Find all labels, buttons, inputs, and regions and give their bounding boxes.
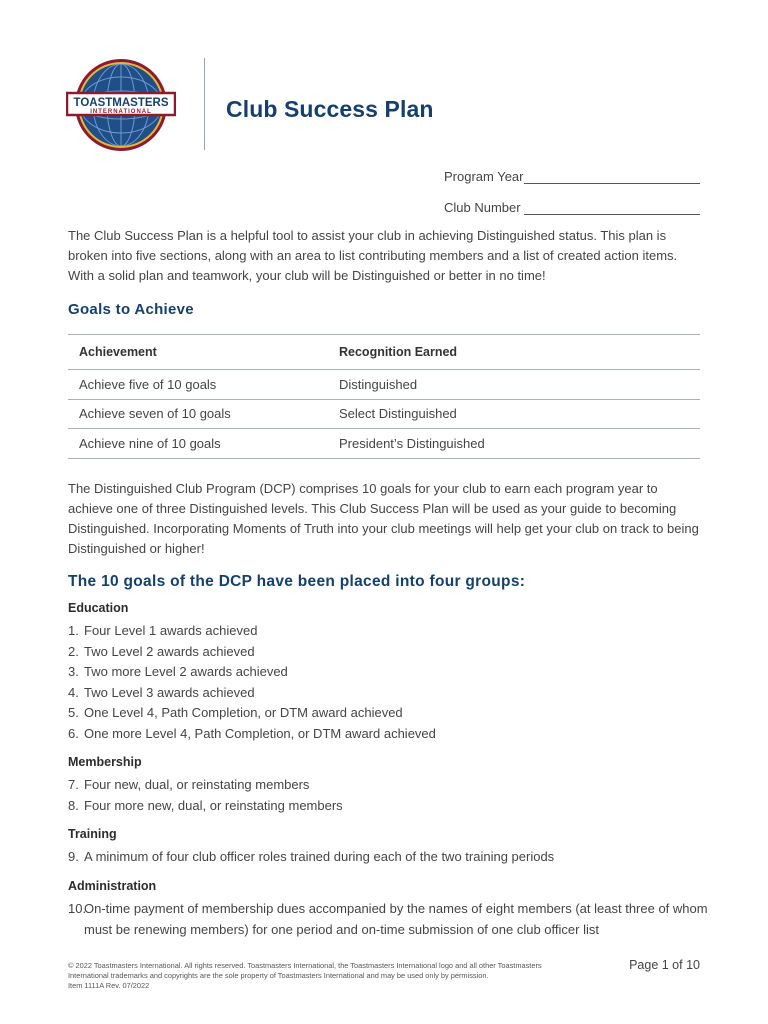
list-item xyxy=(68,662,708,683)
education-group xyxy=(68,601,708,745)
training-group xyxy=(68,827,708,868)
club-number-input-line[interactable] xyxy=(524,203,700,215)
table-row xyxy=(68,429,700,459)
list-item xyxy=(68,899,708,940)
goal-text: Four more new, dual, or reinstating members xyxy=(84,797,343,813)
intro-paragraph: The Club Success Plan is a helpful tool to assist your club in achieving Distinguished status. This plan is broken into five sections, along with an area to list contributing members and a list of created action items. With a solid plan and teamwork, your club will be Distinguished or better in no time! xyxy=(68,228,678,283)
goal-text: Two Level 3 awards achieved xyxy=(84,684,255,700)
column-header-recognition: Recognition Earned xyxy=(328,335,700,370)
goal-number: 6. xyxy=(68,725,79,741)
achievement-cell: Achieve five of 10 goals xyxy=(68,370,328,400)
program-year-field xyxy=(444,169,700,184)
group-title: Education xyxy=(68,601,129,615)
page-number: Page 1 of 10 xyxy=(629,958,700,972)
goal-text: Two Level 2 awards achieved xyxy=(84,643,255,659)
goal-list xyxy=(68,621,708,745)
club-number-field xyxy=(444,200,700,215)
list-item xyxy=(68,724,708,745)
toastmasters-logo xyxy=(66,57,176,153)
goal-number: 7. xyxy=(68,777,79,792)
goal-text: On-time payment of membership dues accompanied by the names of eight members (at least three of whom must be renewing members) for one period and on-time submission of one club officer list xyxy=(84,901,708,937)
goal-number: 2. xyxy=(68,643,79,659)
list-item xyxy=(68,703,708,724)
list-item xyxy=(68,847,708,868)
recognition-cell: Distinguished xyxy=(328,370,700,400)
group-title: Membership xyxy=(68,755,142,769)
item-revision: Item 1111A Rev. 07/2022 xyxy=(68,981,150,990)
list-item xyxy=(68,683,708,704)
copyright-footer xyxy=(68,961,588,991)
goal-number: 5. xyxy=(68,705,79,721)
trademark-line: International trademarks and copyrights are the sole property of Toastmasters International and may be used only by permission. xyxy=(68,971,489,980)
group-title: Administration xyxy=(68,879,157,893)
recognition-cell: Select Distinguished xyxy=(328,399,700,429)
program-year-input-line[interactable] xyxy=(524,172,700,184)
goals-table-header xyxy=(68,335,700,370)
goal-number: 4. xyxy=(68,684,79,700)
goal-list xyxy=(68,899,708,940)
goal-text: One more Level 4, Path Completion, or DTM award achieved xyxy=(84,725,436,741)
logo-text-main: TOASTMASTERS xyxy=(73,97,169,109)
list-item xyxy=(68,775,708,796)
header-divider xyxy=(204,58,205,150)
copyright-line: © 2022 Toastmasters International. All rights reserved. Toastmasters International, the Toastmasters International logo and all other Toastmasters xyxy=(68,961,542,970)
logo-text-sub: INTERNATIONAL xyxy=(90,109,152,115)
achievement-cell: Achieve nine of 10 goals xyxy=(68,429,328,459)
table-row xyxy=(68,399,700,429)
achievement-cell: Achieve seven of 10 goals xyxy=(68,399,328,429)
administration-group xyxy=(68,879,708,940)
group-title: Training xyxy=(68,827,117,841)
goal-text: Two more Level 2 awards achieved xyxy=(84,664,288,680)
groups-heading: The 10 goals of the DCP have been placed into four groups: xyxy=(68,573,526,590)
goal-number: 1. xyxy=(68,623,79,638)
goal-number: 3. xyxy=(68,664,79,680)
goal-text: One Level 4, Path Completion, or DTM award achieved xyxy=(84,705,403,721)
program-year-label: Program Year xyxy=(444,169,524,184)
goal-list xyxy=(68,775,708,816)
goal-text: Four Level 1 awards achieved xyxy=(84,623,258,638)
goal-text: Four new, dual, or reinstating members xyxy=(84,777,310,792)
table-row xyxy=(68,370,700,400)
list-item xyxy=(68,621,708,642)
list-item xyxy=(68,642,708,663)
list-item xyxy=(68,796,708,817)
goal-number: 10. xyxy=(68,901,87,916)
page-title: Club Success Plan xyxy=(226,96,434,122)
recognition-cell: President’s Distinguished xyxy=(328,429,700,459)
goal-text: A minimum of four club officer roles trained during each of the two training periods xyxy=(84,849,555,864)
club-number-label: Club Number xyxy=(444,200,521,215)
dcp-paragraph: The Distinguished Club Program (DCP) comprises 10 goals for your club to earn each program year to achieve one of three Distinguished levels. This Club Success Plan will be used as your guide to becoming Distinguished. Incorporating Moments of Truth into your club meetings will help get your club on track to being Distinguished or higher! xyxy=(68,481,699,556)
column-header-achievement: Achievement xyxy=(68,335,328,370)
goal-number: 9. xyxy=(68,849,79,864)
membership-group xyxy=(68,755,708,816)
goals-table xyxy=(68,334,700,459)
goals-heading: Goals to Achieve xyxy=(68,301,194,318)
goal-list xyxy=(68,847,708,868)
goal-number: 8. xyxy=(68,797,79,813)
